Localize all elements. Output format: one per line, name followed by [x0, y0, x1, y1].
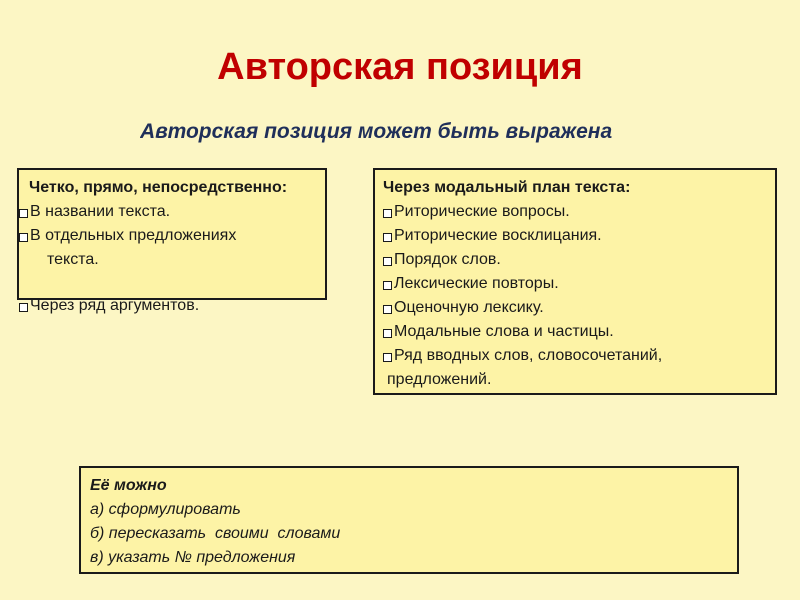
checkbox-bullet-icon — [383, 305, 392, 314]
list-item-continuation: предложений. — [387, 371, 492, 388]
slide-title: Авторская позиция — [217, 46, 583, 88]
modal-plan-heading: Через модальный план текста: — [383, 179, 631, 196]
option-line: б) пересказать своими словами — [90, 525, 341, 542]
checkbox-bullet-icon — [383, 281, 392, 290]
list-item-continuation: текста. — [47, 251, 99, 268]
checkbox-bullet-icon — [383, 257, 392, 266]
list-item: Лексические повторы. — [383, 272, 767, 296]
checkbox-bullet-icon — [383, 329, 392, 338]
checkbox-bullet-icon — [383, 209, 392, 218]
slide-subtitle: Авторская позиция может быть выражена — [140, 120, 613, 143]
list-item: Порядок слов. — [383, 248, 767, 272]
checkbox-bullet-icon — [383, 233, 392, 242]
list-item: Риторические вопросы. — [383, 200, 767, 224]
direct-expression-box — [17, 168, 327, 300]
option-line: а) сформулировать — [90, 501, 241, 518]
option-line: в) указать № предложения — [90, 549, 296, 566]
list-item: Ряд вводных слов, словосочетаний, — [383, 344, 767, 368]
list-item: Риторические восклицания. — [383, 224, 767, 248]
direct-expression-heading: Четко, прямо, непосредственно: — [29, 179, 288, 196]
checkbox-bullet-icon — [19, 233, 28, 242]
modal-plan-box — [373, 168, 777, 395]
list-item: Модальные слова и частицы. — [383, 320, 767, 344]
list-item: В названии текста. — [19, 200, 315, 224]
checkbox-bullet-icon — [19, 209, 28, 218]
checkbox-bullet-icon — [19, 303, 28, 312]
what-can-be-done-box — [79, 466, 739, 574]
checkbox-bullet-icon — [383, 353, 392, 362]
list-item: В отдельных предложениях — [19, 224, 315, 248]
list-item: Оценочную лексику. — [383, 296, 767, 320]
what-can-be-done-heading: Её можно — [90, 477, 167, 494]
list-item: Через ряд аргументов. — [19, 294, 199, 318]
